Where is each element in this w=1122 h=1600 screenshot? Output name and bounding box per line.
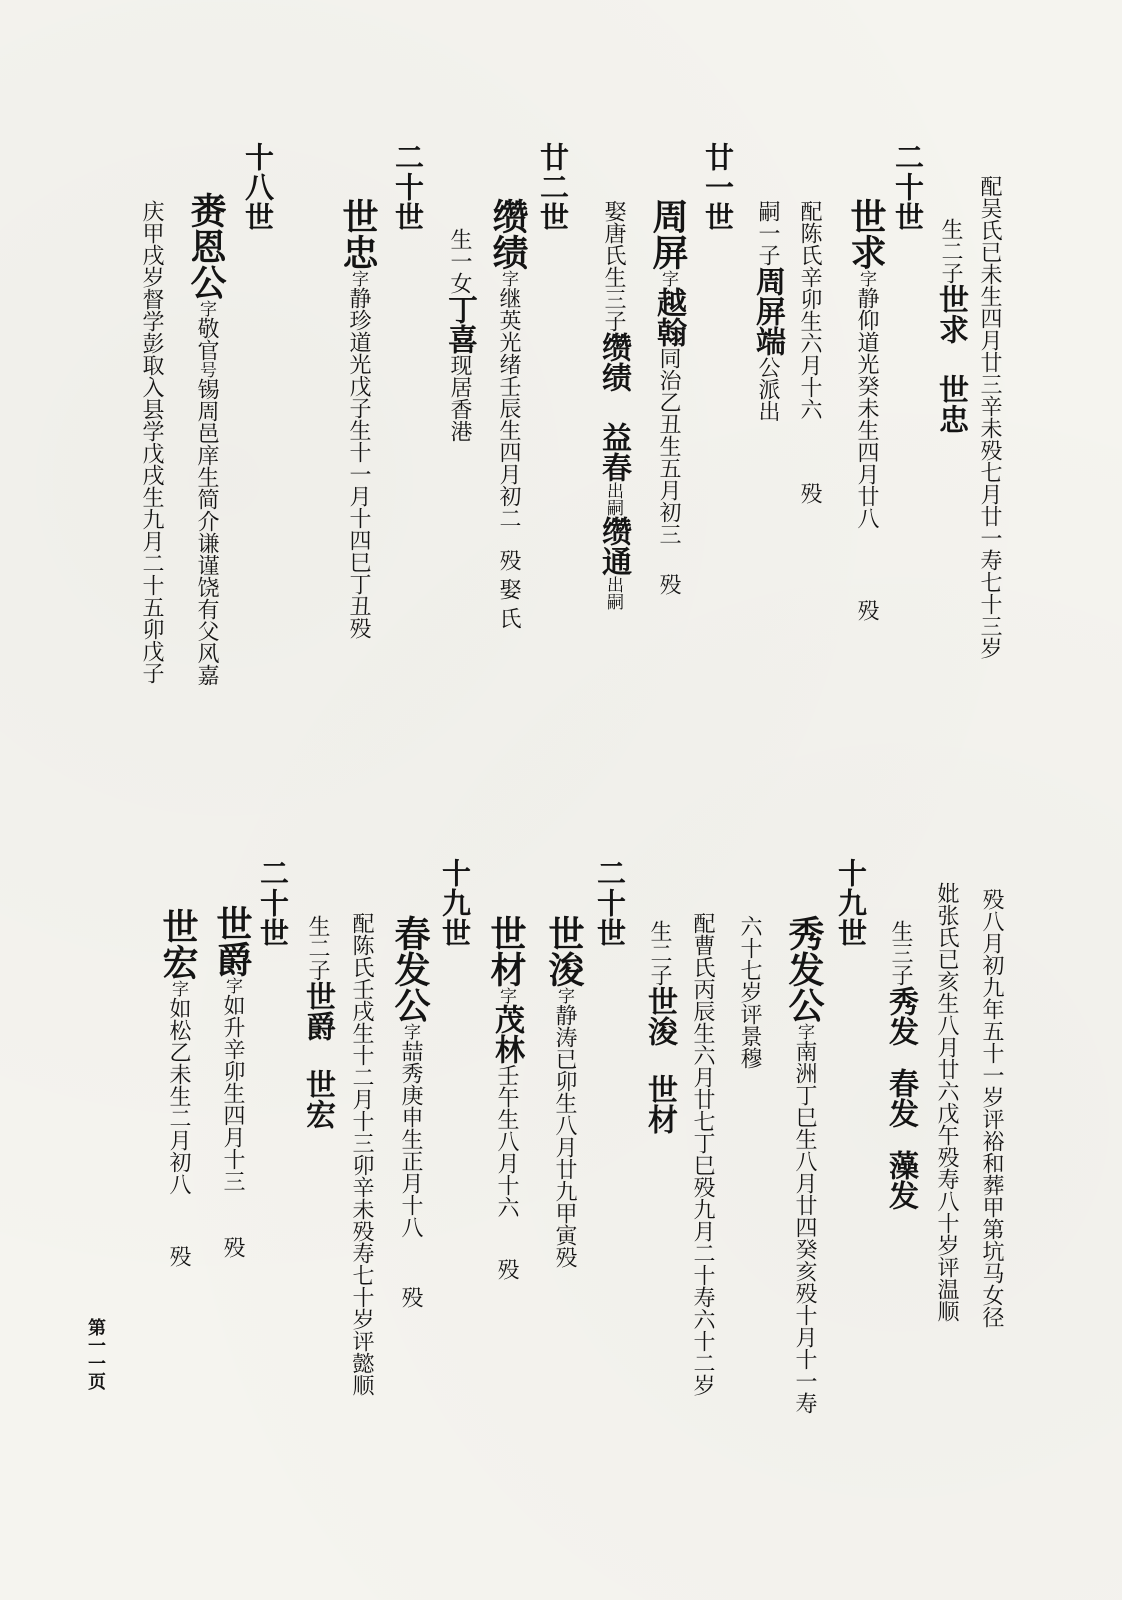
person-name: 世忠: [337, 198, 379, 270]
generation-label: 十八世: [241, 142, 275, 232]
death-marker: 殁: [220, 1236, 245, 1258]
spouse-text: 妣张氏已亥生八月廿六戊午殁寿八十岁评温顺: [934, 882, 959, 1322]
person-name: 赉恩公: [185, 192, 227, 300]
page-number: [86, 1318, 104, 1390]
death-record: [980, 888, 1002, 1328]
generation-label: 廿二世: [536, 142, 570, 232]
person-details: 静仰道光癸未生四月廿八: [854, 287, 879, 529]
spouse-text: 配陈氏壬戌生十二月十三卯辛未殁寿七十岁评懿顺: [349, 912, 374, 1396]
person-details: 继英光绪壬辰生四月初二: [496, 287, 521, 529]
children-record: [642, 920, 677, 1134]
person-name: 秀发公: [783, 915, 825, 1023]
person-entry: [211, 905, 253, 1258]
person-details: 壬午生八月十六: [494, 1064, 519, 1218]
person-name: 缵绩: [487, 198, 529, 270]
children-prefix: 生三子: [888, 920, 913, 986]
heir-prefix: 嗣一子: [755, 200, 780, 266]
child-name: 缵绩: [596, 332, 631, 392]
person-entry: [389, 915, 431, 1308]
person-entry: [157, 908, 199, 1267]
spouse-text: 配曹氏丙辰生六月廿七丁巳殁九月二十寿六十二岁: [690, 912, 715, 1396]
courtesy-marker: 字: [196, 300, 216, 317]
spouse-record: [798, 200, 820, 504]
death-marker: 殁: [854, 599, 879, 621]
adoption-note: 出嗣: [603, 482, 623, 516]
person-entry: [543, 915, 585, 1268]
evaluation-record: [738, 915, 760, 1069]
marriage-note: 殁 娶 氏: [496, 549, 521, 629]
child-name: 秀发: [883, 986, 918, 1046]
child-name: 益春: [596, 422, 631, 482]
courtesy-marker: 字: [348, 270, 368, 287]
generation-label: 十九世: [438, 858, 472, 948]
courtesy-marker: 字: [498, 270, 518, 287]
death-marker: 殁: [797, 482, 822, 504]
person-name: 周屏: [647, 198, 689, 270]
person-name: 世爵: [211, 905, 253, 977]
courtesy-name: 茂林: [489, 1004, 524, 1064]
person-entry: [337, 198, 379, 639]
generation-heading: [256, 858, 290, 948]
person-entry: [845, 198, 887, 621]
children-prefix: 娶唐氏生三子: [601, 200, 626, 332]
courtesy-marker: 字: [222, 977, 242, 994]
person-entry: [485, 915, 527, 1280]
children-prefix: 生二子: [305, 915, 330, 981]
generation-label: 二十世: [891, 142, 925, 232]
generation-heading: [438, 858, 472, 948]
person-details: 南洲丁巳生八月廿四癸亥殁十月十一寿: [792, 1040, 817, 1414]
death-marker: 殁: [166, 1245, 191, 1267]
courtesy-marker: 字: [554, 987, 574, 1004]
person-name: 世浚: [543, 915, 585, 987]
person-name: 世材: [485, 915, 527, 987]
generation-heading: [891, 142, 925, 232]
child-name: 世宏: [300, 1069, 335, 1129]
death-marker: 殁: [494, 1258, 519, 1280]
person-entry: [783, 915, 825, 1414]
person-details: 如松乙未生二月初八: [166, 997, 191, 1195]
child-name: 世爵: [300, 981, 335, 1041]
courtesy-marker: 字: [658, 270, 678, 287]
children-record: [883, 920, 918, 1210]
generation-heading: [391, 142, 425, 232]
generation-heading: [241, 142, 275, 232]
generation-heading: [593, 858, 627, 948]
courtesy-marker: 字: [496, 987, 516, 1004]
daughter-record: [442, 228, 477, 442]
evaluation-text: 六十七岁评景穆: [737, 915, 762, 1069]
person-details: 锡周邑庠生简介谦谨饶有父风嘉: [194, 378, 219, 686]
child-name: 春发: [883, 1068, 918, 1128]
generation-heading: [536, 142, 570, 232]
child-name: 缵通: [596, 516, 631, 576]
person-details: 静珍道光戊子生十一月十四巳丁丑殁: [346, 287, 371, 639]
spouse-record: [935, 882, 957, 1322]
child-name: 藻发: [883, 1150, 918, 1210]
page-number-text: 第一一页: [85, 1318, 106, 1390]
death-text: 殁八月初九年五十一岁评裕和葬甲第坑马女径: [979, 888, 1004, 1328]
person-details: 同治乙丑生五月初三: [656, 347, 681, 545]
daughter-prefix: 生一女: [447, 228, 472, 294]
style-marker: 号: [196, 361, 216, 378]
adoption-note: 出嗣: [603, 576, 623, 610]
continuation-text: 庆甲戌岁督学彭取入县学戊戌生九月二十五卯戊子: [139, 200, 164, 684]
person-entry: [647, 198, 689, 595]
person-name: 春发公: [389, 915, 431, 1023]
courtesy-marker: 字: [856, 270, 876, 287]
spouse-text: 配陈氏辛卯生六月十六: [797, 200, 822, 420]
child-name: 世忠: [933, 374, 968, 434]
courtesy-marker: 字: [794, 1023, 814, 1040]
courtesy-marker: 字: [168, 980, 188, 997]
person-name: 世求: [845, 198, 887, 270]
person-entry: [185, 192, 227, 686]
heir-record: [750, 200, 785, 422]
residence-note: 现居香港: [447, 354, 472, 442]
person-details-cont: [140, 200, 162, 684]
spouse-text: 配吴氏已未生四月廿三辛未殁七月廿一寿七十三岁: [977, 175, 1002, 659]
death-marker: 殁: [656, 573, 681, 595]
courtesy-name: 越翰: [651, 287, 686, 347]
generation-heading: [701, 142, 735, 232]
children-prefix: 生二子: [938, 218, 963, 284]
child-name: 世浚: [642, 986, 677, 1046]
person-details: 如升辛卯生四月十三: [220, 994, 245, 1192]
spouse-record: [691, 912, 713, 1396]
generation-label: 二十世: [593, 858, 627, 948]
daughter-name: 丁喜: [442, 294, 477, 354]
child-name: 世求: [933, 284, 968, 344]
children-record: [300, 915, 335, 1129]
heir-name: 周屏端: [750, 266, 785, 356]
person-name: 世宏: [157, 908, 199, 980]
spouse-record: [978, 175, 1000, 659]
generation-label: 廿一世: [701, 142, 735, 232]
children-record: [596, 200, 631, 610]
person-entry: [487, 198, 529, 629]
generation-label: 二十世: [256, 858, 290, 948]
courtesy-marker: 字: [400, 1023, 420, 1040]
child-name: 世材: [642, 1074, 677, 1134]
heir-origin: 公派出: [755, 356, 780, 422]
children-record: [933, 218, 968, 434]
courtesy-name: 敬官: [194, 317, 219, 361]
death-marker: 殁: [398, 1286, 423, 1308]
generation-heading: [834, 858, 868, 948]
person-details: 喆秀庚申生正月十八: [398, 1040, 423, 1238]
spouse-record: [350, 912, 372, 1396]
children-prefix: 生二子: [647, 920, 672, 986]
person-details: 静涛已卯生八月廿九甲寅殁: [552, 1004, 577, 1268]
generation-label: 二十世: [391, 142, 425, 232]
generation-label: 十九世: [834, 858, 868, 948]
